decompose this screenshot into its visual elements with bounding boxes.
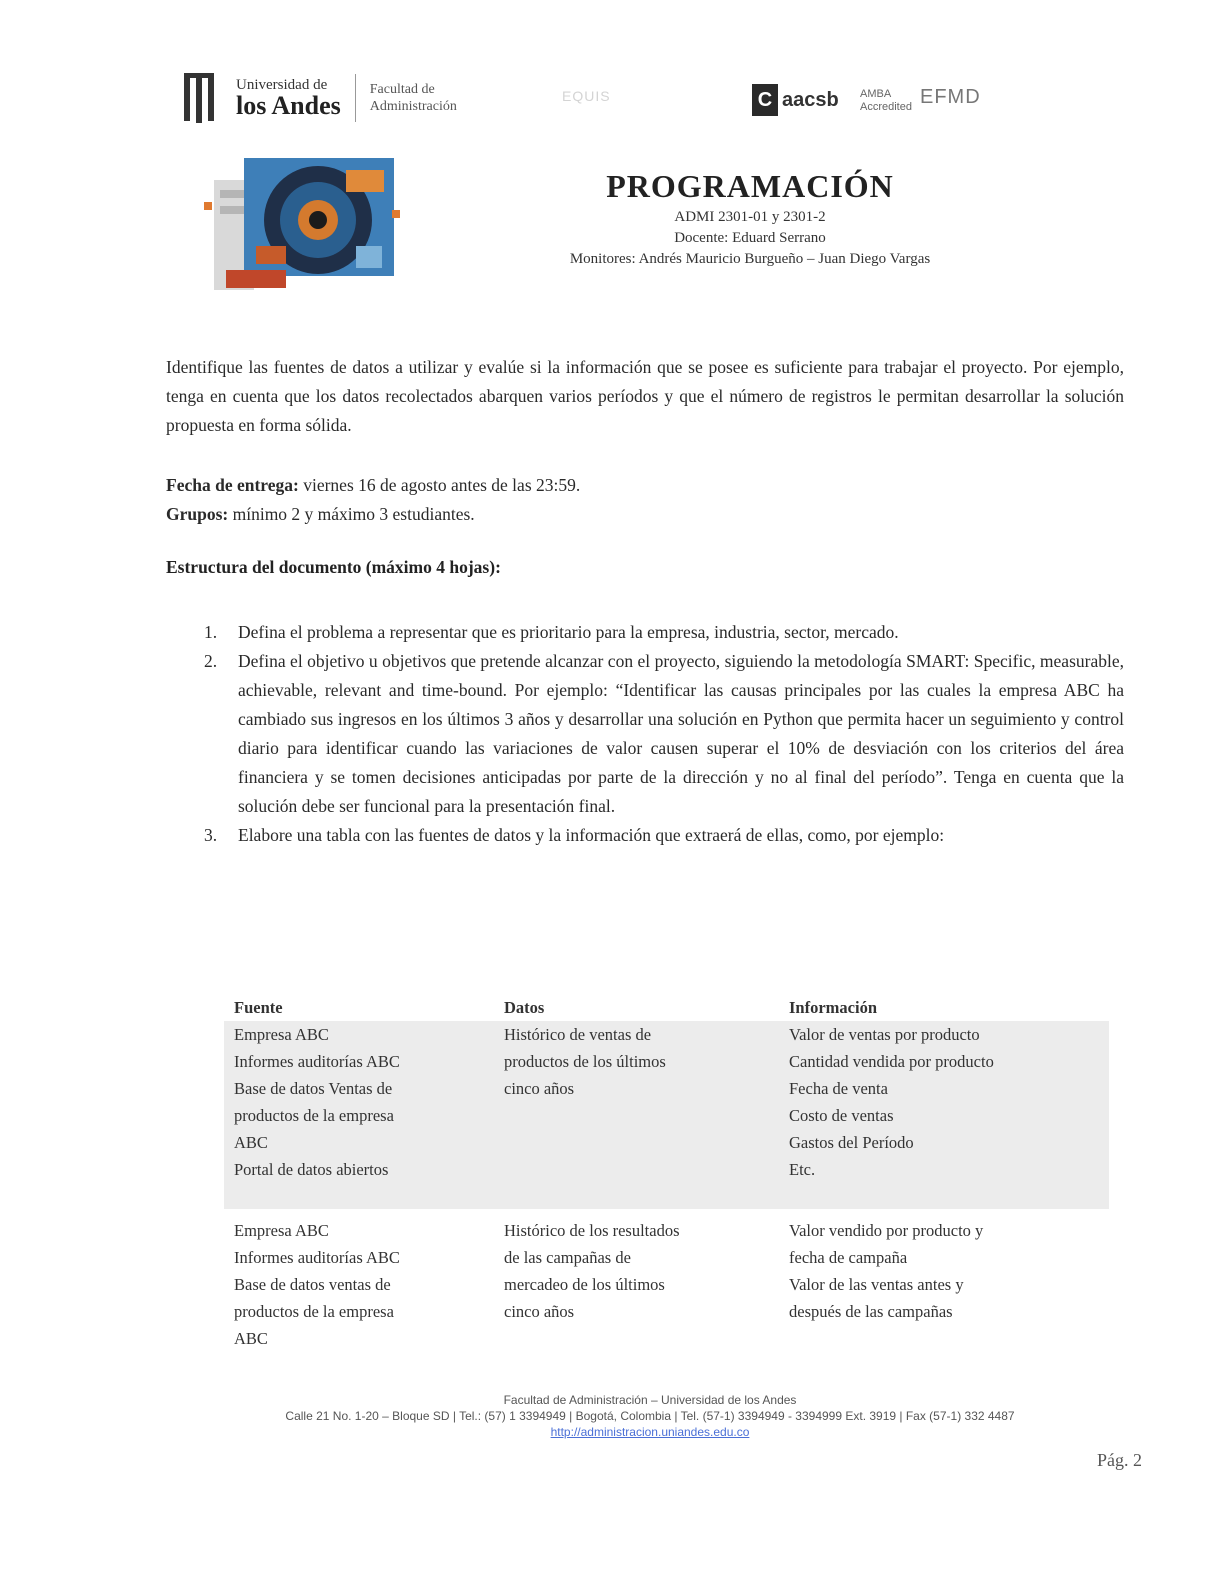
course-code: ADMI 2301-01 y 2301-2: [674, 209, 826, 225]
cell-line: Cantidad vendida por producto: [789, 1052, 994, 1071]
instructor: Docente: Eduard Serrano: [674, 230, 826, 246]
column-header-datos: Datos: [504, 998, 545, 1017]
amba-logo: [860, 88, 912, 114]
cell-line: de las campañas de: [504, 1248, 631, 1267]
cell-fuente: [224, 1021, 494, 1209]
cell-line: después de las campañas: [789, 1302, 953, 1321]
deadline-value: viernes 16 de agosto antes de las 23:59.: [303, 475, 581, 495]
list-item-number: 3.: [204, 825, 218, 845]
cell-line: Empresa ABC: [234, 1025, 329, 1044]
cell-line: Portal de datos abiertos: [234, 1160, 389, 1179]
cell-line: Base de datos ventas de: [234, 1275, 391, 1294]
cell-line: Histórico de ventas de: [504, 1025, 652, 1044]
page-footer: [180, 1392, 1120, 1440]
list-item: [204, 618, 1124, 647]
column-header-fuente: Fuente: [234, 998, 283, 1017]
list-item-text: Defina el objetivo u objetivos que pretende alcanzar con el proyecto, siguiendo la metodología SMART: Specific, measurable, achievable, relevant and time-bound. Por ejemplo: “Identificar las causas principales por las cuales la empresa ABC ha cambiado sus ingresos en los últimos 3 años y desarrollar una solución en Python que permita hacer un seguimiento y control diario para identificar cuando las variaciones de valor causen superar el 10% de desviación con los criterios del área financiera y se tomen decisiones anticipadas por parte de la dirección y no al final del período”. Tenga en cuenta que la solución debe ser funcional para la presentación final.: [238, 651, 1124, 816]
cell-datos: [494, 1209, 779, 1352]
cell-line: Informes auditorías ABC: [234, 1052, 400, 1071]
cell-line: productos de los últimos: [504, 1052, 666, 1071]
cell-line: Base de datos Ventas de: [234, 1079, 393, 1098]
cell-fuente: [224, 1209, 494, 1352]
amba-line1: AMBA: [860, 88, 892, 100]
cell-line: Costo de ventas: [789, 1106, 894, 1125]
list-item: [204, 647, 1124, 821]
aacsb-logo: [752, 84, 839, 116]
cell-line: cinco años: [504, 1302, 575, 1321]
university-line2: los Andes: [236, 90, 341, 120]
section-title: Estructura del documento (máximo 4 hojas):: [166, 557, 501, 577]
cell-datos: [494, 1021, 779, 1209]
aacsb-mark-icon: C: [752, 84, 778, 116]
intro-paragraph: Identifique las fuentes de datos a utilizar y evalúe si la información que se posee es suficiente para trabajar el proyecto. Por ejemplo, tenga en cuenta que los datos recolectados abarquen varios períodos y que el número de registros le permitan desarrollar la solución propuesta en forma sólida.: [166, 357, 1124, 435]
logo-divider: [355, 74, 356, 122]
amba-line2: Accredited: [860, 101, 912, 114]
meta-block: [166, 471, 1124, 529]
uniandes-logo: [182, 70, 457, 126]
cell-line: Gastos del Período: [789, 1133, 914, 1152]
equis-logo: EQUIS: [562, 88, 611, 104]
table-row: [224, 1021, 1109, 1209]
cell-line: Valor vendido por producto y: [789, 1221, 984, 1240]
cell-informacion: [779, 1209, 1109, 1352]
footer-line2: Calle 21 No. 1-20 – Bloque SD | Tel.: (57) 1 3394949 | Bogotá, Colombia | Tel. (57-1) 3394949 - 3394999 Ext. 3919 | Fax (57-1) 332 4487: [285, 1409, 1015, 1423]
cell-line: productos de la empresa: [234, 1106, 394, 1125]
title-block: [470, 168, 1030, 268]
cell-line: Histórico de los resultados: [504, 1221, 680, 1240]
efmd-logo: EFMD: [920, 86, 981, 108]
table-header-row: [224, 994, 1109, 1021]
cell-line: Empresa ABC: [234, 1221, 329, 1240]
university-line1: Universidad de: [236, 76, 328, 93]
deadline-line: [166, 471, 1124, 500]
school-line1: Facultad de: [369, 81, 435, 97]
uniandes-emblem-icon: [182, 71, 226, 125]
cell-line: Etc.: [789, 1160, 816, 1179]
cell-line: Valor de las ventas antes y: [789, 1275, 964, 1294]
groups-value: mínimo 2 y máximo 3 estudiantes.: [232, 504, 475, 524]
cell-line: Informes auditorías ABC: [234, 1248, 400, 1267]
data-sources-table: [224, 994, 1109, 1352]
list-item-number: 2.: [204, 651, 218, 671]
aacsb-text: aacsb: [782, 88, 839, 111]
structure-list: [204, 618, 1124, 850]
cell-line: cinco años: [504, 1079, 575, 1098]
list-item-number: 1.: [204, 622, 218, 642]
groups-line: [166, 500, 1124, 529]
school-line2: Administración: [369, 99, 457, 114]
list-item: [204, 821, 1124, 850]
cell-line: Valor de ventas por producto: [789, 1025, 980, 1044]
list-item-text: Defina el problema a representar que es prioritario para la empresa, industria, sector, mercado.: [238, 622, 899, 642]
cell-line: productos de la empresa: [234, 1302, 394, 1321]
cell-informacion: [779, 1021, 1109, 1209]
cell-line: fecha de campaña: [789, 1248, 908, 1267]
cell-line: ABC: [234, 1329, 268, 1348]
table-row: [224, 1209, 1109, 1352]
list-item-text: Elabore una tabla con las fuentes de datos y la información que extraerá de ellas, como, por ejemplo:: [238, 825, 945, 845]
footer-website-link[interactable]: http://administracion.uniandes.edu.co: [550, 1425, 750, 1439]
course-illustration-image: [196, 150, 406, 300]
page-number: Pág. 2: [1097, 1450, 1142, 1470]
page-title: PROGRAMACIÓN: [606, 168, 894, 204]
cell-line: mercadeo de los últimos: [504, 1275, 665, 1294]
footer-line1: Facultad de Administración – Universidad de los Andes: [503, 1393, 797, 1407]
monitors: Monitores: Andrés Mauricio Burgueño – Juan Diego Vargas: [569, 251, 931, 267]
cell-line: ABC: [234, 1133, 268, 1152]
groups-label: Grupos:: [166, 504, 229, 524]
cell-line: Fecha de venta: [789, 1079, 888, 1098]
deadline-label: Fecha de entrega:: [166, 475, 299, 495]
column-header-informacion: Información: [789, 998, 877, 1017]
